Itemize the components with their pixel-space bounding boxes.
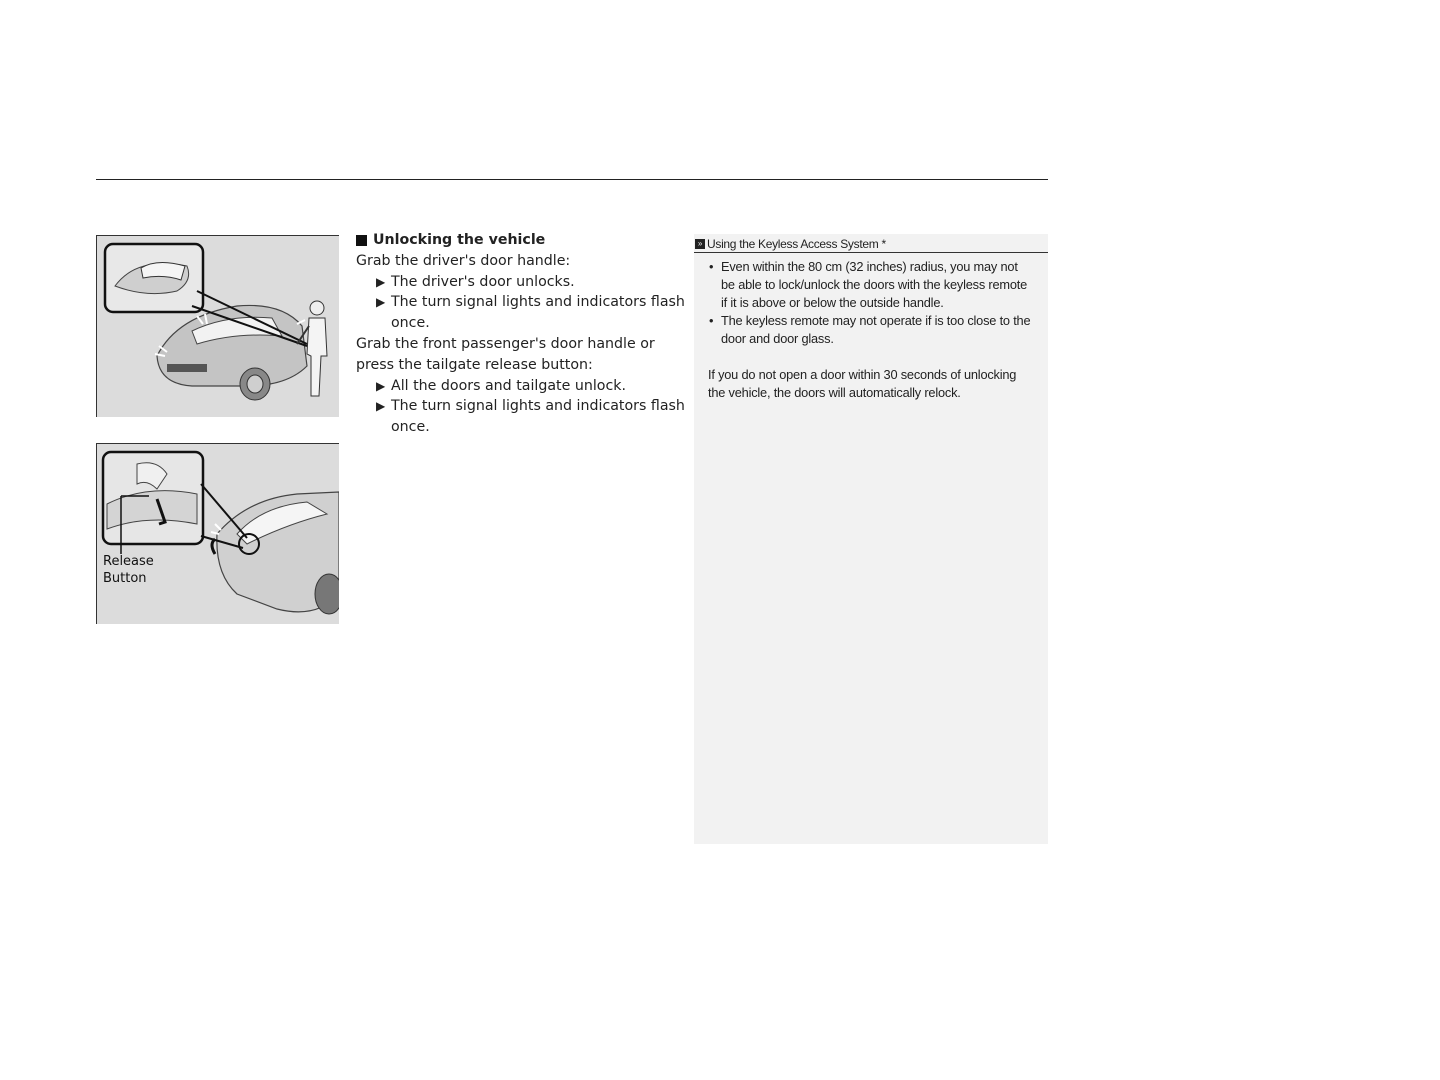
- reference-icon: »: [695, 239, 705, 249]
- top-rule: [96, 179, 1048, 180]
- release-button-label: Release Button: [103, 554, 154, 586]
- sidebar-title: » Using the Keyless Access System *: [694, 234, 1048, 253]
- result-item: ▶ The driver's door unlocks.: [356, 272, 686, 293]
- tailgate-release-illustration: [96, 443, 339, 624]
- square-bullet-icon: [356, 235, 367, 246]
- car-front-drawing: [97, 236, 339, 417]
- note-bullet: • Even within the 80 cm (32 inches) radius, you may not be able to lock/unlock the doors with the keyless remote if it is above or below the outside handle.: [709, 259, 1028, 310]
- triangle-icon: ▶: [376, 295, 386, 310]
- instruction-passenger-door: Grab the front passenger's door handle or press the tailgate release button:: [356, 335, 655, 373]
- triangle-icon: ▶: [376, 378, 386, 393]
- main-content: [356, 230, 686, 438]
- sidebar-note: [694, 234, 1048, 844]
- section-heading: Unlocking the vehicle: [356, 230, 686, 251]
- car-rear-drawing: [97, 444, 339, 624]
- instruction-driver-door: Grab the driver's door handle:: [356, 252, 571, 269]
- note-bullet: • The keyless remote may not operate if is too close to the door and door glass.: [709, 313, 1031, 346]
- relock-note: If you do not open a door within 30 seconds of unlocking the vehicle, the doors will automatically relock.: [708, 367, 1017, 400]
- result-item: ▶ The turn signal lights and indicators flash once.: [376, 294, 685, 332]
- triangle-icon: ▶: [376, 399, 386, 414]
- door-handle-illustration: [96, 235, 339, 417]
- result-item: ▶ The turn signal lights and indicators flash once.: [376, 398, 685, 436]
- result-item: ▶ All the doors and tailgate unlock.: [356, 376, 686, 397]
- triangle-icon: ▶: [376, 274, 386, 289]
